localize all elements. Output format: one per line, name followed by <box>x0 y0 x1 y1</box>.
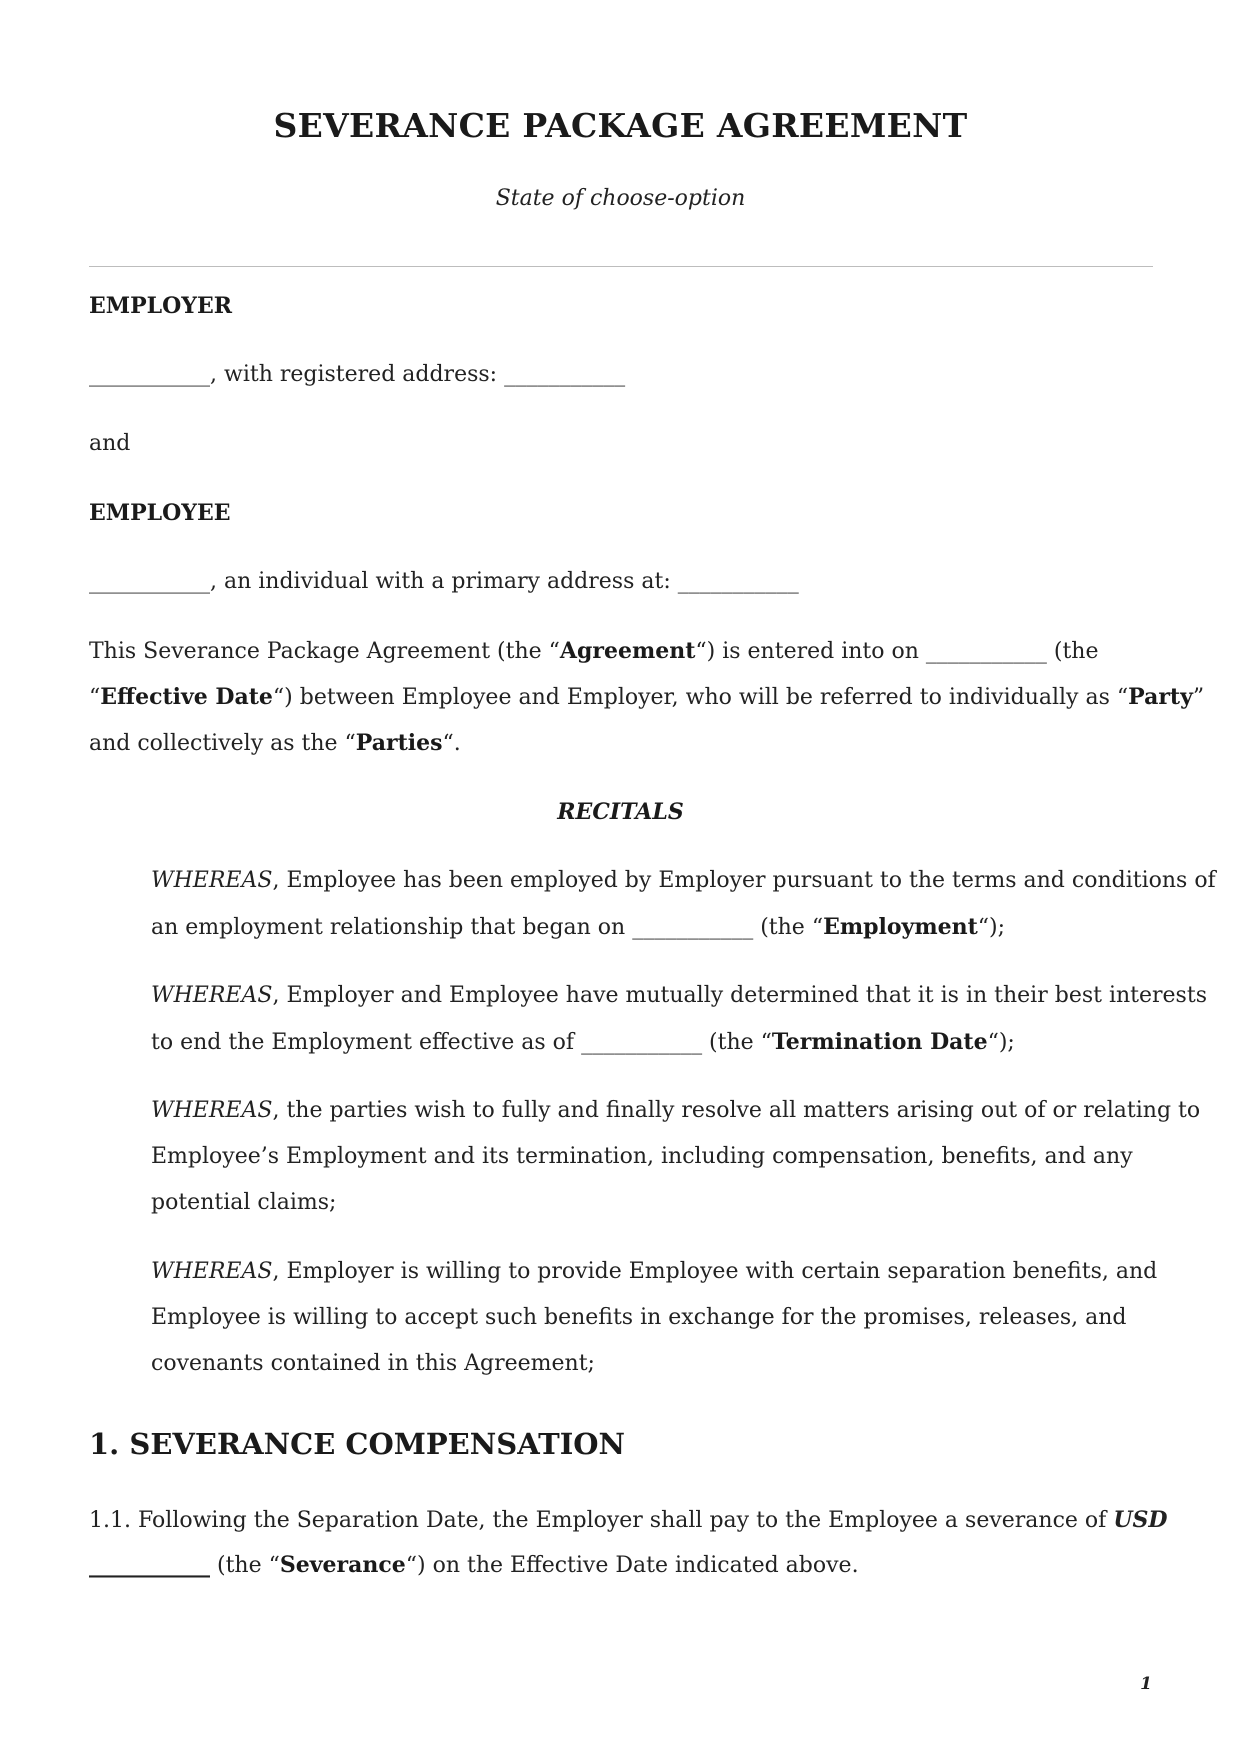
recital-4-line-3: covenants contained in this Agreement; <box>151 1351 595 1376</box>
recital-2-line-2: to end the Employment effective as of ___________ (the “Termination Date“); <box>151 1029 1015 1055</box>
whereas-label: WHEREAS <box>151 983 273 1008</box>
recital-4-line-2: Employee is willing to accept such benefits in exchange for the promises, releases, and <box>151 1305 1127 1330</box>
document-title: SEVERANCE PACKAGE AGREEMENT <box>273 106 968 145</box>
termination-date-blank: ___________ <box>581 1030 703 1055</box>
employer-line: ___________, with registered address: ___________ <box>89 362 626 387</box>
recital-3-line-2: Employee’s Employment and its termination, including compensation, benefits, and any <box>151 1144 1133 1169</box>
page-number: 1 <box>1140 1674 1152 1694</box>
employer-name-blank: ___________ <box>89 362 210 387</box>
term-agreement: Agreement <box>559 638 696 664</box>
employment-date-blank: ___________ <box>632 915 754 940</box>
employee-address-blank: ___________ <box>677 569 799 594</box>
intro-line-1: This Severance Package Agreement (the “Agreement“) is entered into on ___________ (the <box>89 638 1099 664</box>
term-termination-date: Termination Date <box>771 1029 988 1055</box>
term-employment: Employment <box>823 914 978 940</box>
recitals-heading: RECITALS <box>557 799 684 825</box>
employee-line: ___________, an individual with a primary address at: ___________ <box>89 569 799 594</box>
clause-1-1-line-1: 1.1. Following the Separation Date, the Employer shall pay to the Employee a severance of USD <box>89 1507 1168 1533</box>
term-parties: Parties <box>355 730 443 756</box>
employer-heading: EMPLOYER <box>89 293 233 319</box>
clause-1-1-line-2: ___________ (the “Severance“) on the Effective Date indicated above. <box>89 1552 859 1578</box>
severance-amount-blank: ___________ <box>89 1552 210 1578</box>
recital-3-line-3: potential claims; <box>151 1190 337 1215</box>
intro-line-3: and collectively as the “Parties“. <box>89 730 461 756</box>
document-subtitle: State of choose-option <box>495 186 746 211</box>
whereas-label: WHEREAS <box>151 1098 273 1123</box>
recital-4-line-1: WHEREAS, Employer is willing to provide Employee with certain separation benefits, and <box>151 1259 1158 1284</box>
employee-name-blank: ___________ <box>89 569 210 594</box>
employer-address-blank: ___________ <box>504 362 626 387</box>
recital-2-line-1: WHEREAS, Employer and Employee have mutually determined that it is in their best interests <box>151 983 1207 1008</box>
intro-date-blank: ___________ <box>925 639 1047 664</box>
whereas-label: WHEREAS <box>151 868 273 893</box>
header-divider <box>89 266 1153 267</box>
term-severance: Severance <box>279 1552 406 1578</box>
whereas-label: WHEREAS <box>151 1259 273 1284</box>
recital-1-line-2: an employment relationship that began on ___________ (the “Employment“); <box>151 914 1006 940</box>
recital-3-line-1: WHEREAS, the parties wish to fully and finally resolve all matters arising out of or relating to <box>151 1098 1201 1123</box>
recital-1-line-1: WHEREAS, Employee has been employed by Employer pursuant to the terms and conditions of <box>151 868 1216 893</box>
currency-label: USD <box>1113 1507 1168 1533</box>
section-1-heading: 1. SEVERANCE COMPENSATION <box>89 1427 626 1461</box>
intro-line-2: “Effective Date“) between Employee and Employer, who will be referred to individually as “Party” <box>89 684 1205 710</box>
term-party: Party <box>1128 684 1193 710</box>
term-effective-date: Effective Date <box>100 684 273 710</box>
connector-and: and <box>89 431 131 456</box>
employee-heading: EMPLOYEE <box>89 500 231 526</box>
